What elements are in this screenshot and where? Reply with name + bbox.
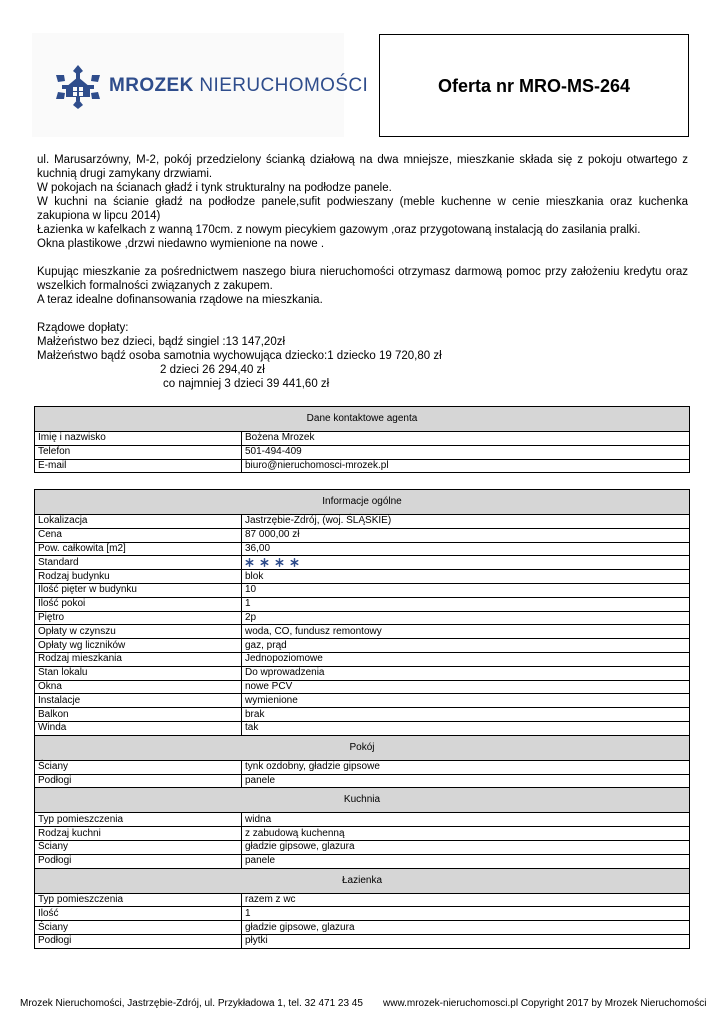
table-row [35,666,690,680]
subsidy-line: Małżeństwo bez dzieci, bądź singiel :13 147,20zł [37,336,286,348]
rating-stars [245,558,299,567]
table-row [35,625,690,639]
logo-wordmark [109,75,368,97]
row-label: Typ pomieszczenia [35,813,242,827]
table-row [35,721,690,735]
row-label: Telefon [35,445,242,459]
offer-title-box [379,34,689,137]
row-value: gaz, prąd [242,639,690,653]
row-label: Cena [35,528,242,542]
row-value: brak [242,708,690,722]
table-row [35,528,690,542]
row-value: 1 [242,597,690,611]
snowflake-house-icon [52,65,104,109]
row-label: Ściany [35,921,242,935]
row-value: płytki [242,934,690,948]
row-label: Winda [35,721,242,735]
offer-description [37,153,688,391]
row-value: biuro@nieruchomosci-mrozek.pl [242,459,690,473]
row-label: E-mail [35,459,242,473]
table-row [35,840,690,854]
table-row [35,556,690,570]
subsidy-line: Małżeństwo bądź osoba samotnia wychowująca dziecko:1 dziecko 19 720,80 zł [37,350,442,362]
row-value: Jastrzębie-Zdrój, (woj. ŚLĄSKIE) [242,515,690,529]
row-value: 2p [242,611,690,625]
table-row [35,639,690,653]
table-row [35,708,690,722]
table-row [35,583,690,597]
table-row [35,854,690,868]
row-label: Ściany [35,840,242,854]
agent-contact-table [34,406,690,473]
row-label: Imię i nazwisko [35,432,242,446]
row-label: Podłogi [35,934,242,948]
table-row [35,934,690,948]
subsidy-line: co najmniej 3 dzieci 39 441,60 zł [163,378,330,390]
table-header: Dane kontaktowe agenta [35,407,690,432]
row-value: z zabudową kuchenną [242,827,690,841]
table-row [35,570,690,584]
description-paragraph: ul. Marusarzówny, M-2, pokój przedzielony ścianką działową na dwa mniejsze, mieszkanie składa się z pokoju otwartego z kuchnią drugi zamykany drzwiami. [37,154,688,180]
table-row [35,760,690,774]
row-value: 87 000,00 zł [242,528,690,542]
row-value: panele [242,854,690,868]
table-row [35,680,690,694]
table-row [35,907,690,921]
row-value: widna [242,813,690,827]
description-paragraph: W kuchni na ścianie gładź na podłodze panele,sufit podwieszany (meble kuchenne w cenie mieszkania oraz kuchenka zakupiona w lipcu 2014) [37,196,688,222]
table-row [35,774,690,788]
row-value: tynk ozdobny, gładzie gipsowe [242,760,690,774]
row-label: Podłogi [35,774,242,788]
table-row [35,827,690,841]
row-label: Rodzaj budynku [35,570,242,584]
snowflake-icon [275,558,284,567]
snowflake-icon [245,558,254,567]
row-value: gładzie gipsowe, glazura [242,840,690,854]
row-value: 36,00 [242,542,690,556]
table-row [35,459,690,473]
snowflake-icon [290,558,299,567]
description-paragraph: Łazienka w kafelkach z wanną 170cm. z nowym piecykiem gazowym ,oraz przygotowaną instalacją do zasilania pralki. [37,224,641,236]
row-label: Podłogi [35,854,242,868]
row-value: razem z wc [242,893,690,907]
row-label: Ilość pokoi [35,597,242,611]
row-label: Rodzaj mieszkania [35,652,242,666]
row-label: Rodzaj kuchni [35,827,242,841]
logo-bold-text: MROZEK [109,75,194,96]
table-row [35,813,690,827]
row-label: Lokalizacja [35,515,242,529]
row-value: Jednopoziomowe [242,652,690,666]
row-label: Typ pomieszczenia [35,893,242,907]
footer-address: Mrozek Nieruchomości, Jastrzębie-Zdrój, ul. Przykładowa 1, tel. 32 471 23 45 [20,998,363,1009]
row-value: gładzie gipsowe, glazura [242,921,690,935]
footer-copyright: www.mrozek-nieruchomosci.pl Copyright 2017 by Mrozek Nieruchomości [383,998,707,1009]
description-paragraph: Kupując mieszkanie za pośrednictwem naszego biura nieruchomości otrzymasz darmową pomoc przy założeniu kredytu oraz wszelkich formalności związanych z zakupem. [37,266,688,292]
row-value: Do wprowadzenia [242,666,690,680]
table-row [35,893,690,907]
description-paragraph: Okna plastikowe ,drzwi niedawno wymienione na nowe . [37,238,325,250]
subsidy-line: 2 dzieci 26 294,40 zł [160,364,265,376]
table-row [35,515,690,529]
subsidy-heading: Rządowe dopłaty: [37,322,129,334]
section-header-kitchen: Kuchnia [35,788,690,813]
table-row [35,652,690,666]
description-paragraph: W pokojach na ścianach gładź i tynk strukturalny na podłodze panele. [37,182,392,194]
row-value: Bożena Mrozek [242,432,690,446]
row-value: panele [242,774,690,788]
property-info-table [34,489,690,949]
logo-light-text: NIERUCHOMOŚCI [199,75,369,96]
row-label: Balkon [35,708,242,722]
row-label: Ilość pięter w budynku [35,583,242,597]
row-label: Okna [35,680,242,694]
row-value: nowe PCV [242,680,690,694]
table-row [35,597,690,611]
standard-rating [242,556,690,570]
table-row [35,542,690,556]
row-value: 10 [242,583,690,597]
table-row [35,694,690,708]
company-logo [32,33,369,137]
table-row [35,445,690,459]
table-row [35,921,690,935]
description-paragraph: A teraz idealne dofinansowania rządowe na mieszkania. [37,294,323,306]
row-label: Opłaty w czynszu [35,625,242,639]
row-label: Instalacje [35,694,242,708]
row-label: Ściany [35,760,242,774]
row-value: blok [242,570,690,584]
offer-title: Oferta nr MRO-MS-264 [437,76,631,96]
table-row [35,611,690,625]
row-value: tak [242,721,690,735]
row-value: woda, CO, fundusz remontowy [242,625,690,639]
section-header-room: Pokój [35,735,690,760]
row-label: Piętro [35,611,242,625]
row-label: Standard [35,556,242,570]
row-label: Pow. całkowita [m2] [35,542,242,556]
table-row [35,432,690,446]
section-header-bathroom: Łazienka [35,868,690,893]
row-value: 501-494-409 [242,445,690,459]
row-label: Ilość [35,907,242,921]
table-header: Informacje ogólne [35,490,690,515]
snowflake-icon [260,558,269,567]
row-label: Opłaty wg liczników [35,639,242,653]
row-label: Stan lokalu [35,666,242,680]
row-value: wymienione [242,694,690,708]
row-value: 1 [242,907,690,921]
